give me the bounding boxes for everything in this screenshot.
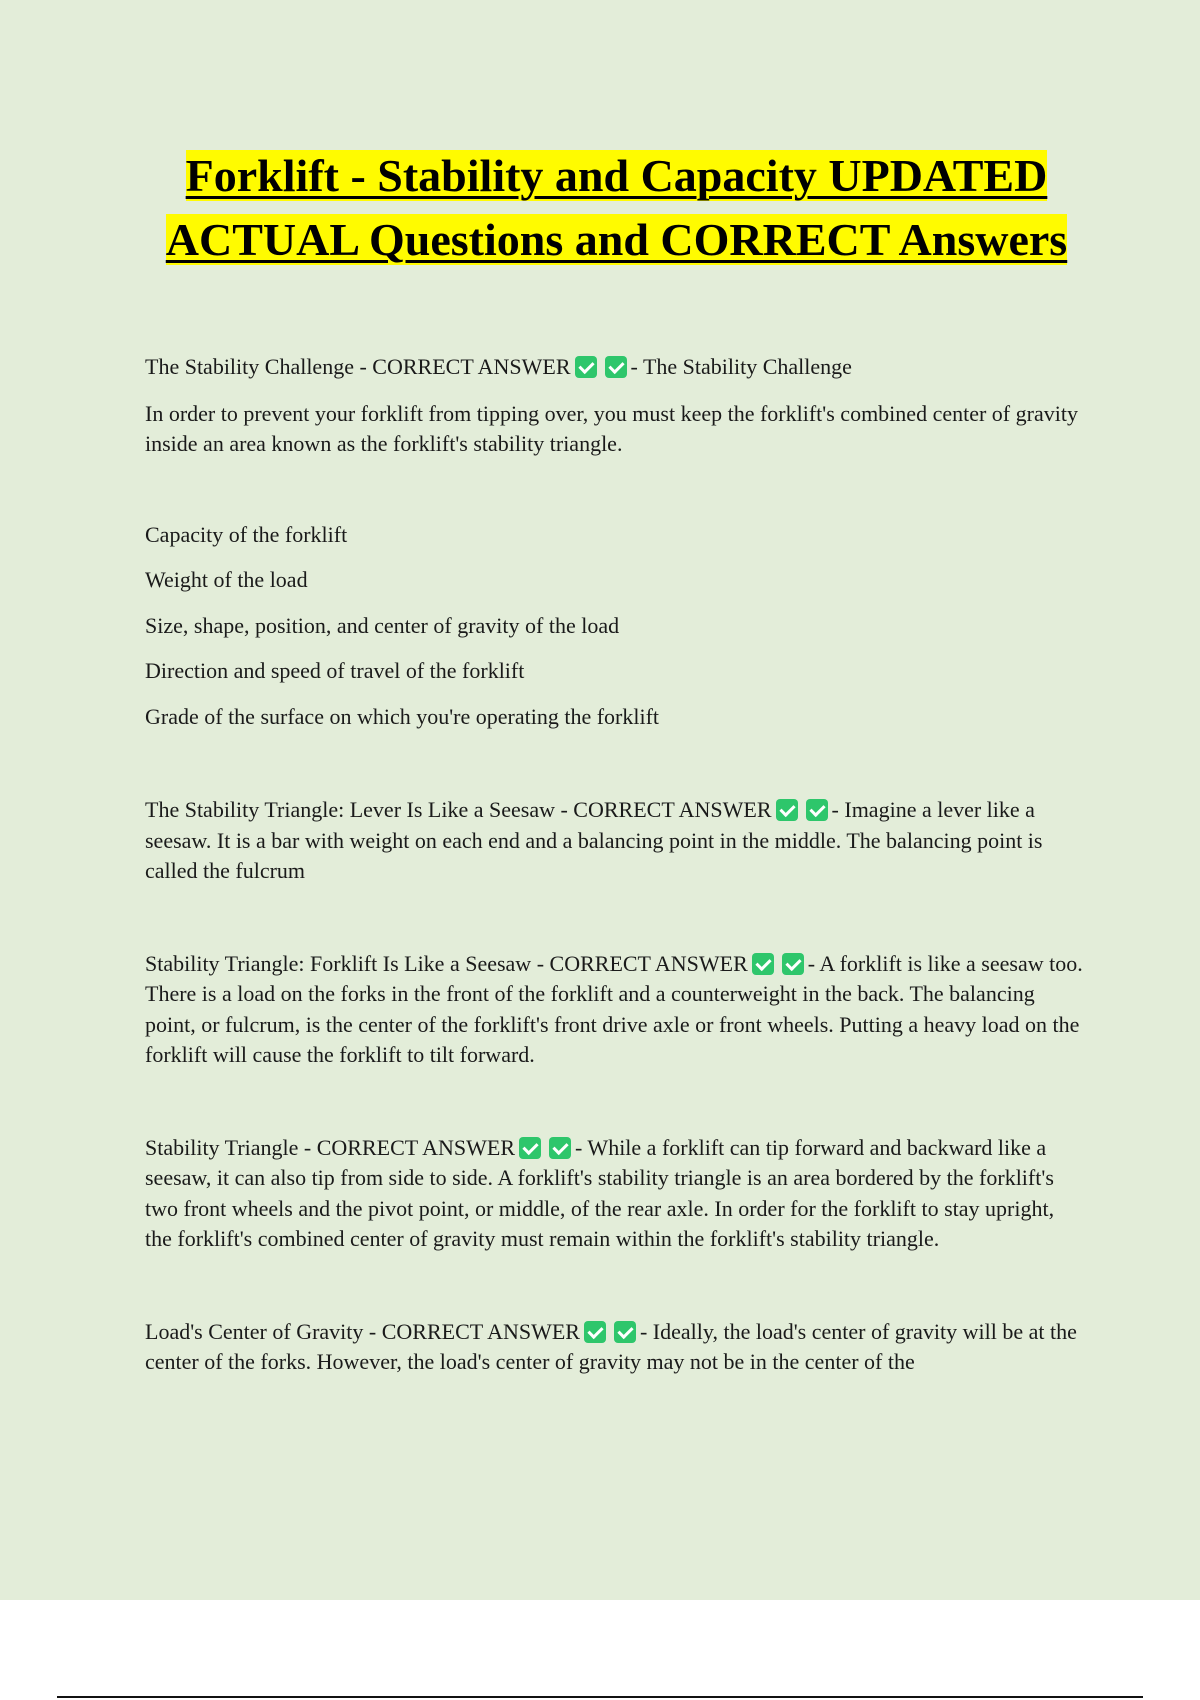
answer-marker: CORRECT ANSWER (381, 1318, 580, 1344)
list-item: Weight of the load (145, 567, 308, 592)
answer-marker: CORRECT ANSWER (316, 1134, 515, 1160)
footer-divider (57, 1696, 1143, 1698)
check-mark-icon (584, 1321, 606, 1343)
answer-text: - The Stability Challenge (630, 354, 852, 379)
check-mark-icon (614, 1321, 636, 1343)
check-mark-icon (782, 953, 804, 975)
list-item: Size, shape, position, and center of gravity of the load (145, 612, 620, 638)
answer-marker: CORRECT ANSWER (372, 354, 571, 379)
answer-text: - While a forklift can tip forward and backward like a seesaw, it can also tip from side to side. A forklift's stability triangle is an area bordered by the forklift's two front wheels and the pivot point, or middle, of the rear axle. In order for the forklift to stay upright, the forklift's combined center of gravity must remain within the forklift's stability triangle. (145, 1134, 1055, 1251)
question-text: The Stability Challenge - (145, 354, 373, 379)
check-mark-icon (575, 356, 597, 378)
document-body (145, 352, 1085, 1378)
check-mark-icon (549, 1137, 571, 1159)
paragraph: In order to prevent your forklift from tipping over, you must keep the forklift's combined center of gravity inside an area known as the forklift's stability triangle. (145, 400, 1078, 456)
question-text: Stability Triangle: Forklift Is Like a Seesaw - (145, 950, 550, 976)
question-text: Load's Center of Gravity - (145, 1318, 382, 1344)
check-mark-icon (605, 356, 627, 378)
qa-item (145, 949, 1085, 1071)
qa-item (145, 795, 1085, 887)
check-mark-icon (806, 799, 828, 821)
question-text: Stability Triangle - (145, 1134, 317, 1160)
answer-text: - A forklift is like a seesaw too. There is a load on the forks in the front of the forklift and a counterweight in the back. The balancing point, or fulcrum, is the center of the forklift's front drive axle or front wheels. Putting a heavy load on the forklift will cause the forklift to tilt forward. (145, 950, 1083, 1067)
answer-marker: CORRECT ANSWER (573, 797, 772, 822)
question-text: The Stability Triangle: Lever Is Like a Seesaw - (145, 797, 574, 822)
list-item: Grade of the surface on which you're operating the forklift (145, 703, 660, 729)
check-mark-icon (776, 799, 798, 821)
list-item: Capacity of the forklift (145, 521, 348, 547)
list-item: Direction and speed of travel of the forklift (145, 658, 525, 683)
document-title: Forklift - Stability and Capacity UPDATED ACTUAL Questions and CORRECT Answers (165, 150, 1068, 265)
page-footer-area (0, 1600, 1200, 1700)
answer-marker: CORRECT ANSWER (549, 950, 748, 976)
check-mark-icon (519, 1137, 541, 1159)
qa-item (145, 1317, 1085, 1378)
answer-text: - Imagine a lever like a seesaw. It is a bar with weight on each end and a balancing point in the middle. The balancing point is called the fulcrum (145, 797, 1043, 883)
title-block (120, 144, 1113, 272)
check-mark-icon (752, 953, 774, 975)
qa-item (145, 352, 1085, 383)
answer-text: - Ideally, the load's center of gravity will be at the center of the forks. However, the load's center of gravity may not be in the center of the (145, 1318, 1077, 1374)
qa-item (145, 1133, 1085, 1255)
